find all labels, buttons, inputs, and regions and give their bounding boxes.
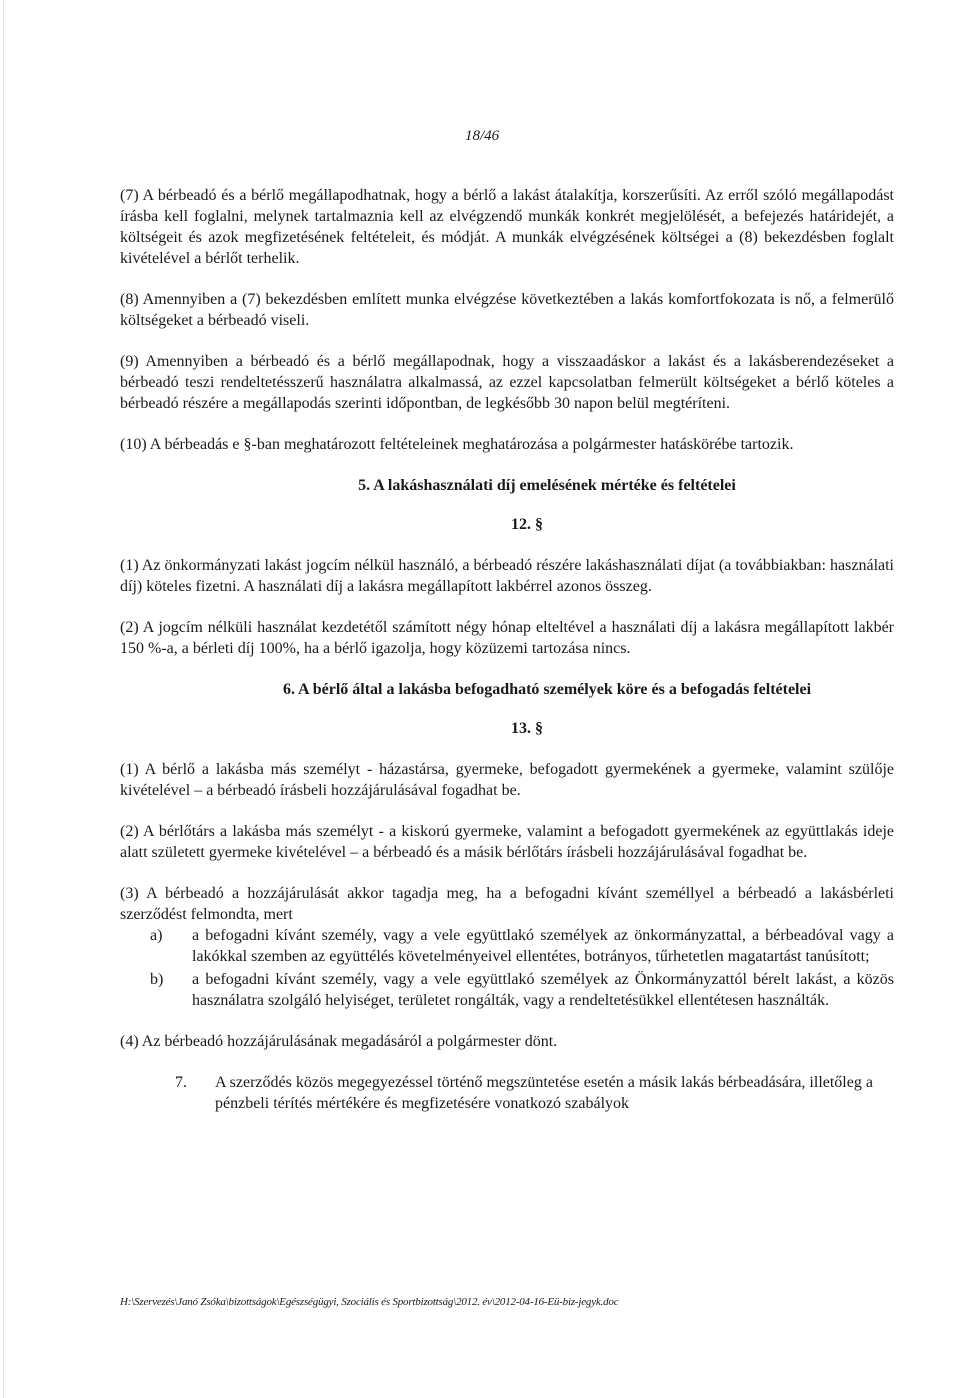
list-item	[120, 925, 894, 967]
paragraph-10: (10) A bérbeadás e §-ban meghatározott feltételeinek meghatározása a polgármester hatáskörébe tartozik.	[120, 436, 794, 453]
section-5-heading: 5. A lakáshasználati díj emelésének mértéke és feltételei	[358, 477, 736, 494]
section-12-number: 12. §	[511, 516, 543, 533]
page-number: 18/46	[465, 128, 500, 144]
document-body	[120, 185, 894, 1114]
list-item-text: a befogadni kívánt személy, vagy a vele együttlakó személyek az önkormányzattal, a bérbeadóval vagy a lakókkal szemben az együttélés követelményeivel ellentétes, botrányos, tűrhetetlen magatartást tanúsított;	[192, 927, 894, 965]
footer-file-path: H:\Szervezés\Janó Zsóka\bizottságok\Egészségügyi, Szociális és Sportbizottság\2012. év\2012-04-16-Eü-biz-jegyk.doc	[120, 1296, 619, 1308]
scan-edge-line	[3, 0, 4, 1398]
section-13-paragraph-1: (1) A bérlő a lakásba más személyt - házastársa, gyermeke, befogadott gyermekének a gyermeke, valamint szülője kivételével – a bérbeadó írásbeli hozzájárulásával fogadhat be.	[120, 761, 894, 799]
section-7-heading	[120, 1072, 894, 1114]
section-7-number: 7.	[175, 1074, 187, 1091]
paragraph-3-intro: (3) A bérbeadó a hozzájárulását akkor tagadja meg, ha a befogadni kívánt személlyel a bérbeadó a lakásbérleti szerződést felmondta, mert	[120, 885, 894, 923]
section-12-paragraph-1: (1) Az önkormányzati lakást jogcím nélkül használó, a bérbeadó részére lakáshasználati díjat (a továbbiakban: használati díj) köteles fizetni. A használati díj a lakásra megállapított lakbérrel azonos összeg.	[120, 557, 894, 595]
section-13-paragraph-2: (2) A bérlőtárs a lakásba más személyt - a kiskorú gyermeke, valamint a befogadott gyermekének az együttlakás ideje alatt született gyermeke kivételével – a bérbeadó és a másik bérlőtárs írásbeli hozzájárulásával fogadhat be.	[120, 823, 894, 861]
section-13-paragraph-4: (4) Az bérbeadó hozzájárulásának megadásáról a polgármester dönt.	[120, 1033, 558, 1050]
section-13-number: 13. §	[511, 720, 543, 737]
list-marker: b)	[150, 971, 164, 988]
section-12-paragraph-2: (2) A jogcím nélküli használat kezdetétől számított négy hónap elteltével a használati díj a lakásra megállapított lakbér 150 %-a, a bérleti díj 100%, ha a bérlő igazolja, hogy közüzemi tartozása nincs.	[120, 619, 894, 657]
section-7-title: A szerződés közös megegyezéssel történő megszüntetése esetén a másik lakás bérbeadására, illetőleg a pénzbeli térítés mértékére és megfizetésére vonatkozó szabályok	[215, 1074, 873, 1112]
list-item	[120, 969, 894, 1011]
section-13-paragraph-3	[120, 883, 894, 1011]
paragraph-7: (7) A bérbeadó és a bérlő megállapodhatnak, hogy a bérlő a lakást átalakítja, korszerűsíti. Az erről szóló megállapodást írásba kell foglalni, melynek tartalmaznia kell az elvégzendő munkák konkrét megjelölését, a befejezés határidejét, a költségeit és azok megfizetésének feltételeit, és módját. A munkák elvégzésének költségei a (8) bekezdésben foglalt kivételével a bérlőt terhelik.	[120, 187, 894, 267]
paragraph-8: (8) Amennyiben a (7) bekezdésben említett munka elvégzése következtében a lakás komfortfokozata is nő, a felmerülő költségeket a bérbeadó viseli.	[120, 291, 894, 329]
paragraph-9: (9) Amennyiben a bérbeadó és a bérlő megállapodnak, hogy a visszaadáskor a lakást és a lakásberendezéseket a bérbeadó teszi rendeltetésszerű használatra alkalmassá, az ezzel kapcsolatban felmerült költségeket a bérlő köteles a bérbeadó részére a megállapodás szerinti időpontban, de legkésőbb 30 napon belül megtéríteni.	[120, 353, 894, 412]
section-6-heading: 6. A bérlő által a lakásba befogadható személyek köre és a befogadás feltételei	[282, 681, 812, 698]
list-marker: a)	[150, 927, 163, 944]
list-item-text: a befogadni kívánt személy, vagy a vele együttlakó személyek az Önkormányzattól bérelt lakást, a közös használatra szolgáló helyiséget, területet rongálták, vagy a rendeltetésükkel ellentétesen használták.	[192, 971, 894, 1009]
